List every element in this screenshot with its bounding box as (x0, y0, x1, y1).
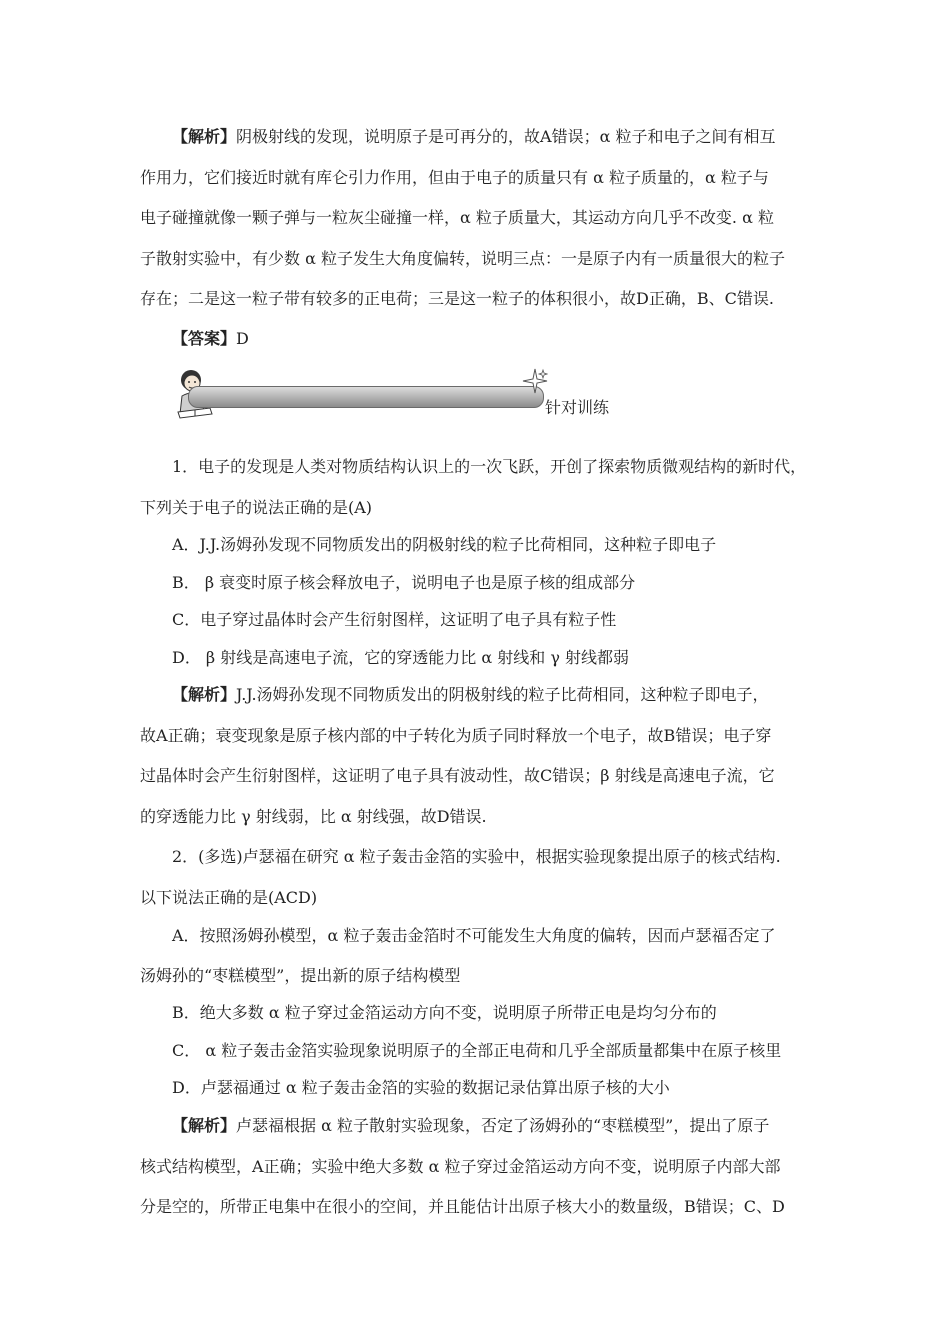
option-a: A．J.J.汤姆孙发现不同物质发出的阴极射线的粒子比荷相同，这种粒子即电子 (172, 535, 717, 554)
analysis-line: 分是空的，所带正电集中在很小的空间，并且能估计出原子核大小的数量级，B错误；C、D (140, 1197, 785, 1216)
option-c: C．电子穿过晶体时会产生衍射图样，这证明了电子具有粒子性 (172, 610, 617, 629)
analysis-tag: 【解析】 (172, 127, 237, 146)
analysis-line: 的穿透能力比 γ 射线弱，比 α 射线强，故D错误. (140, 807, 487, 826)
answer-value: D (236, 329, 249, 348)
analysis-line: 【解析】阴极射线的发现，说明原子是可再分的，故A错误；α 粒子和电子之间有相互 (172, 127, 776, 146)
analysis-line: 电子碰撞就像一颗子弹与一粒灰尘碰撞一样，α 粒子质量大，其运动方向几乎不改变. α 粒 (140, 208, 774, 227)
analysis-line: 过晶体时会产生衍射图样，这证明了电子具有波动性，故C错误；β 射线是高速电子流，它 (140, 766, 775, 785)
analysis-tag: 【解析】 (172, 685, 237, 704)
option-a: A．按照汤姆孙模型，α 粒子轰击金箔时不可能发生大角度的偏转，因而卢瑟福否定了 (172, 926, 776, 945)
analysis-tag: 【解析】 (172, 1116, 237, 1135)
section-banner (172, 368, 610, 418)
sparkle-icon (522, 368, 548, 394)
option-d: D． β 射线是高速电子流，它的穿透能力比 α 射线和 γ 射线都弱 (172, 648, 629, 667)
option-a-cont: 汤姆孙的“枣糕模型”，提出新的原子结构模型 (140, 966, 461, 985)
question-line: 以下说法正确的是(ACD) (140, 888, 318, 907)
analysis-line: 故A正确；衰变现象是原子核内部的中子转化为质子同时释放一个电子，故B错误；电子穿 (140, 726, 772, 745)
analysis-line: 存在；二是这一粒子带有较多的正电荷；三是这一粒子的体积很小，故D正确，B、C错误. (140, 289, 774, 308)
option-b: B．绝大多数 α 粒子穿过金箔运动方向不变，说明原子所带正电是均匀分布的 (172, 1003, 717, 1022)
analysis-line: 作用力，它们接近时就有库仑引力作用，但由于电子的质量只有 α 粒子质量的，α 粒子与 (140, 168, 769, 187)
option-b: B． β 衰变时原子核会释放电子，说明电子也是原子核的组成部分 (172, 573, 636, 592)
analysis-line: 【解析】J.J.汤姆孙发现不同物质发出的阴极射线的粒子比荷相同，这种粒子即电子， (172, 685, 769, 704)
question-line: 1．电子的发现是人类对物质结构认识上的一次飞跃，开创了探索物质微观结构的新时代， (172, 457, 807, 476)
question-line: 下列关于电子的说法正确的是(A) (140, 498, 373, 517)
question-line: 2．(多选)卢瑟福在研究 α 粒子轰击金箔的实验中，根据实验现象提出原子的核式结构. (172, 847, 781, 866)
option-c: C． α 粒子轰击金箔实验现象说明原子的全部正电荷和几乎全部质量都集中在原子核里 (172, 1041, 782, 1060)
answer-line (172, 328, 249, 350)
analysis-line: 【解析】卢瑟福根据 α 粒子散射实验现象，否定了汤姆孙的“枣糕模型”，提出了原子 (172, 1116, 770, 1135)
section-title: 针对训练 (545, 398, 610, 417)
option-d: D．卢瑟福通过 α 粒子轰击金箔的实验的数据记录估算出原子核的大小 (172, 1078, 670, 1097)
analysis-line: 核式结构模型，A正确；实验中绝大多数 α 粒子穿过金箔运动方向不变，说明原子内部大部 (140, 1157, 781, 1176)
analysis-line: 子散射实验中，有少数 α 粒子发生大角度偏转，说明三点：一是原子内有一质量很大的粒子 (140, 249, 785, 268)
banner-bar (188, 386, 544, 408)
answer-tag: 【答案】 (172, 329, 237, 348)
